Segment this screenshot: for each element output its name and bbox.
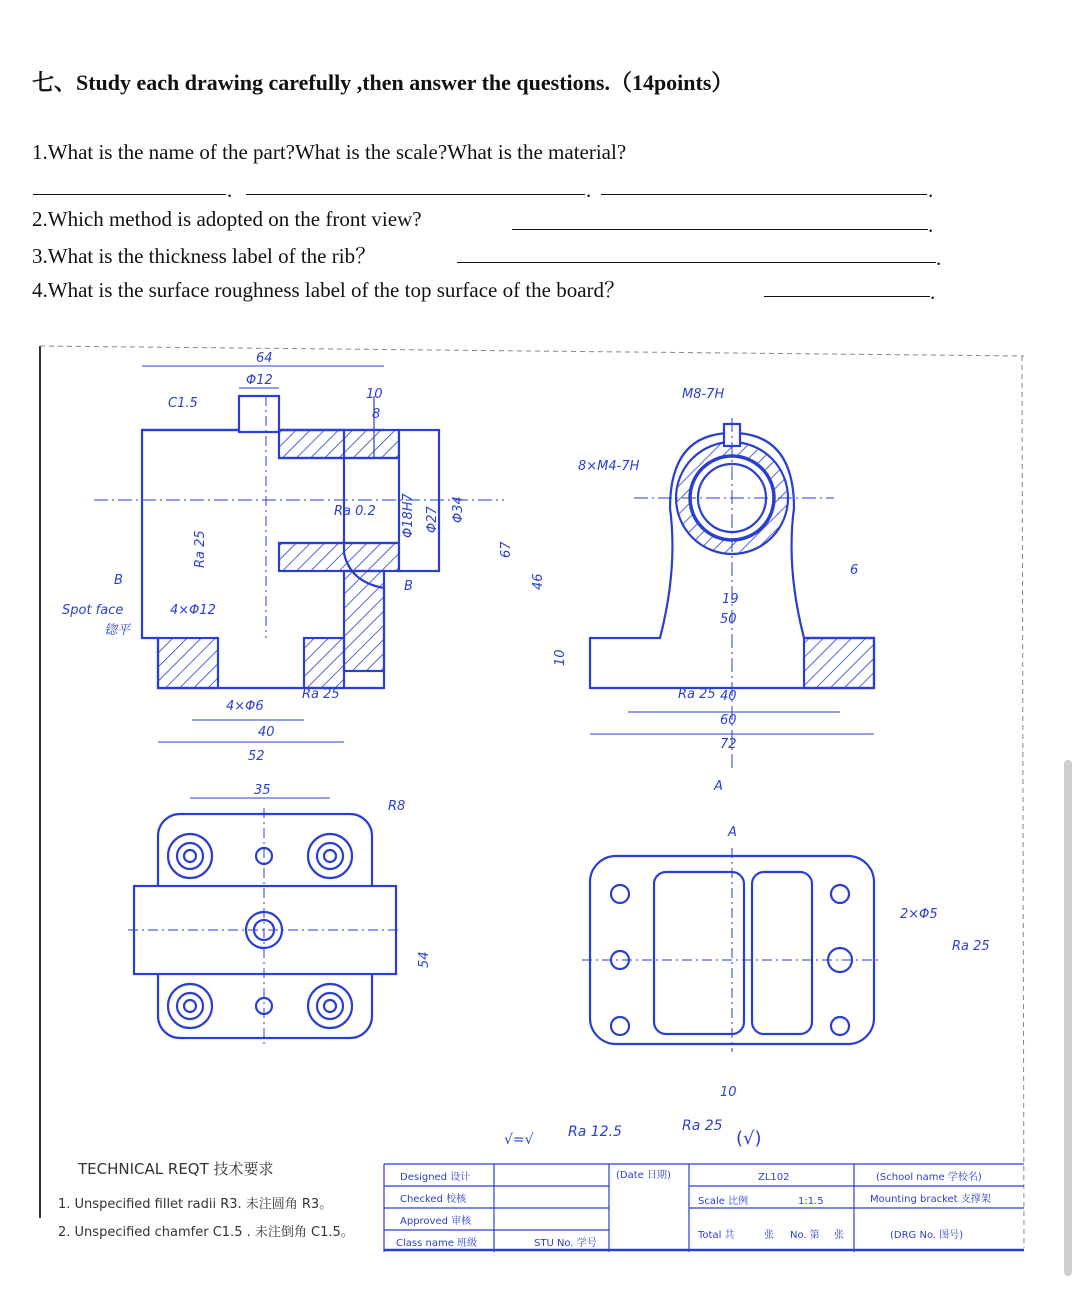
dim-46: 46 [531,573,546,590]
tb-part-name: Mounting bracket 支撑架 [870,1194,991,1205]
view-a [582,848,882,1052]
dim-r8: R8 [388,799,406,814]
dim-8xm4-7h: 8×M4-7H [578,459,640,474]
roughness-ra125: Ra 12.5 [568,1124,622,1140]
tb-scale-value: 1:1.5 [798,1196,824,1207]
view-arrow-a: A [714,779,723,794]
separator-dot: . [928,213,934,237]
roughness-note [504,1118,762,1149]
separator-dot: . [227,178,233,202]
tech-req-title: TECHNICAL REQT 技术要求 [78,1160,274,1178]
dim-72: 72 [720,737,737,752]
dim-phi34: Φ34 [451,496,466,523]
tb-approved: Approved 审核 [400,1216,472,1227]
front-view [94,396,504,688]
roughness-symbol: √=√ [504,1132,534,1148]
tb-drg-no: (DRG No. 图号) [890,1230,964,1241]
dim-c15: C1.5 [168,396,198,411]
dim-19: 19 [722,592,739,607]
view-label-a: A [728,825,737,840]
dim-35: 35 [254,783,271,798]
answer-blank-2[interactable] [512,229,928,230]
answer-blank-1b[interactable] [246,194,585,195]
separator-dot: . [586,178,592,202]
roughness-ra25: Ra 25 [193,530,208,568]
separator-dot: . [930,280,936,304]
tb-school: (School name 学校名) [876,1172,982,1183]
technical-requirements [58,1160,354,1240]
dim-phi27: Φ27 [425,506,440,533]
section-label-b: B [114,573,123,588]
roughness-ra25: Ra 25 [682,1118,723,1134]
dim-52: 52 [248,749,265,764]
tb-sheets: 张 [764,1230,774,1241]
separator-dot: . [928,178,934,202]
tb-stu-no: STU No. 学号 [534,1238,597,1249]
roughness-ra25: Ra 25 [952,939,990,954]
dim-10: 10 [366,387,383,402]
dim-64: 64 [256,351,273,366]
roughness-ra25: Ra 25 [302,687,340,702]
tb-scale-label: Scale 比例 [698,1196,749,1207]
question-3: 3.What is the thickness label of the rib？ [32,244,377,268]
dim-4xphi12: 4×Φ12 [170,603,216,618]
dim-54: 54 [417,951,432,968]
question-2: 2.Which method is adopted on the front view? [32,207,422,231]
tb-no: No. 第 [790,1230,820,1241]
tb-class-name: Class name 班级 [396,1238,478,1249]
dim-10: 10 [720,1085,737,1100]
tech-req-item-1: 1. Unspecified fillet radii R3. 未注圆角 R3。 [58,1197,333,1212]
question-1: 1.What is the name of the part?What is the scale?What is the material? [32,140,627,164]
roughness-paren: (√) [736,1128,762,1149]
tb-total: Total 共 [698,1230,735,1241]
dim-m8-7h: M8-7H [682,387,725,402]
dim-50: 50 [720,612,737,627]
dim-6: 6 [850,563,859,578]
tb-sheet: 张 [834,1230,844,1241]
engineering-drawing [34,338,1030,1256]
question-4: 4.What is the surface roughness label of the top surface of the board？ [32,278,626,302]
dim-40: 40 [720,689,737,704]
answer-blank-1a[interactable] [33,194,226,195]
dim-8: 8 [372,407,381,422]
dim-67: 67 [499,541,514,558]
dim-10: 10 [553,649,568,666]
tb-material: ZL102 [758,1172,790,1183]
top-view [128,808,402,1044]
spot-face-label: Spot face [62,603,124,618]
dim-phi12: Φ12 [246,373,273,388]
dim-4xphi6: 4×Φ6 [226,699,264,714]
roughness-ra25: Ra 25 [678,687,716,702]
section-title: 七、Study each drawing carefully ,then answer the questions.（14points） [32,70,734,95]
section-label-b: B [404,579,413,594]
roughness-ra02: Ra 0.2 [334,504,376,519]
dim-60: 60 [720,713,737,728]
dim-2xphi5: 2×Φ5 [900,907,938,922]
scrollbar[interactable] [1064,760,1072,1276]
tb-checked: Checked 校核 [400,1194,467,1205]
answer-blank-4[interactable] [764,296,930,297]
spot-face-cn: 锪平 [104,623,131,638]
tb-date: (Date 日期) [616,1170,671,1181]
separator-dot: . [936,246,942,270]
answer-blank-3[interactable] [457,262,936,263]
dim-40: 40 [258,725,275,740]
tech-req-item-2: 2. Unspecified chamfer C1.5 . 未注倒角 C1.5。 [58,1225,354,1240]
answer-blank-1c[interactable] [601,194,927,195]
dim-phi18h7: Φ18H7 [401,493,416,538]
tb-designed: Designed 设计 [400,1172,471,1183]
